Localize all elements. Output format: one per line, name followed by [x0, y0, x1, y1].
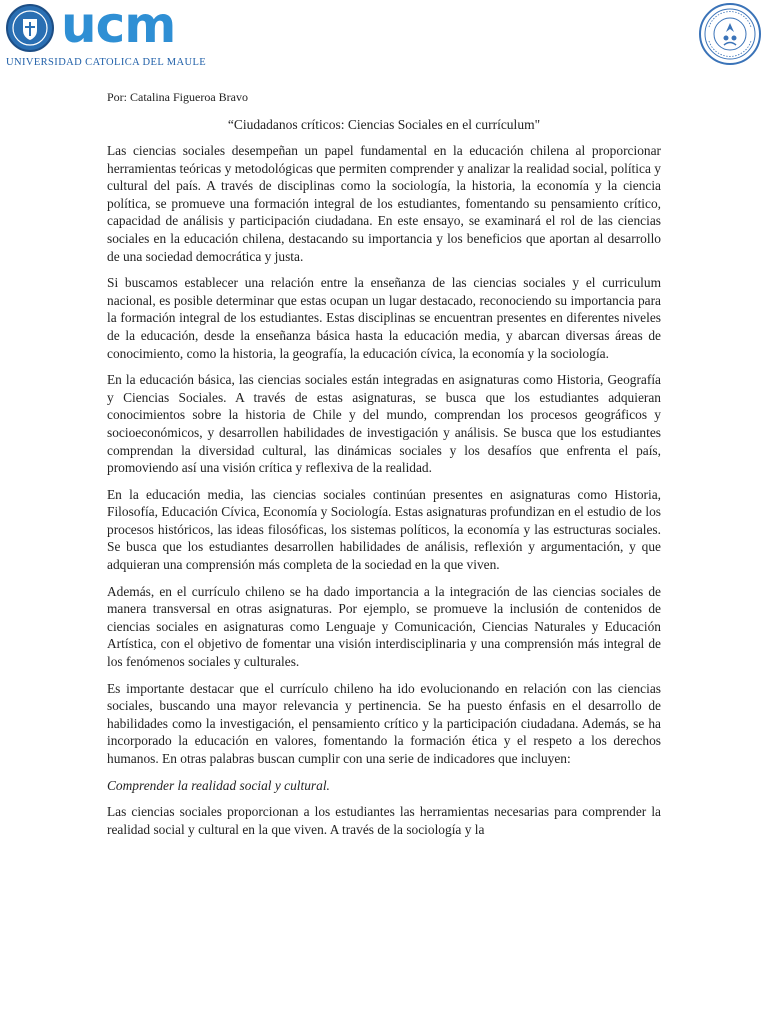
brand-wordmark: ucm [61, 0, 176, 54]
section-subheading: Comprender la realidad social y cultural. [107, 777, 330, 793]
university-seal-icon [699, 3, 761, 65]
document-body [107, 90, 661, 847]
paragraph: Las ciencias sociales proporcionan a los estudiantes las herramientas necesarias para comprender la realidad social y cultural en la que viven. A través de la sociología y la [107, 804, 661, 837]
university-name: UNIVERSIDAD CATOLICA DEL MAULE [6, 57, 207, 68]
crest-icon [6, 4, 54, 52]
essay-title: “Ciudadanos críticos: Ciencias Sociales en el currículum" [227, 117, 541, 132]
author-line: Por: Catalina Figueroa Bravo [107, 90, 248, 104]
ucm-logo [6, 0, 207, 68]
paragraph: Las ciencias sociales desempeñan un papel fundamental en la educación chilena al proporcionar herramientas teóricas y metodológicas que permiten comprender y analizar la realidad social, política y cultural del país. A través de disciplinas como la sociología, la historia, la economía y la ciencia política, se promueve una formación integral de los estudiantes, fomentando su pensamiento crítico, capacidad de análisis y participación ciudadana. En este ensayo, se examinará el rol de las ciencias sociales en la educación chilena, destacando su importancia y los beneficios que aportan al desarrollo de una sociedad democrática y justa. [107, 143, 661, 264]
paragraph: En la educación media, las ciencias sociales continúan presentes en asignaturas como Historia, Filosofía, Educación Cívica, Economía y Sociología. Estas asignaturas profundizan en el estudio de los procesos históricos, las ideas filosóficas, los sistemas políticos, la economía y las estructuras sociales. Se busca que los estudiantes desarrollen habilidades de análisis, reflexión y argumentación, y que adquieran una comprensión más completa de la sociedad en la que viven. [107, 486, 661, 573]
paragraph: En la educación básica, las ciencias sociales están integradas en asignaturas como Historia, Geografía y Ciencias Sociales. A través de estas asignaturas, se busca que los estudiantes adquieran conocimientos sobre la historia de Chile y del mundo, comprendan los procesos geográficos y socioeconómicos, y desarrollen habilidades de investigación y análisis. Se busca que los estudiantes comprendan la diversidad cultural, las dinámicas sociales y los desafíos que enfrenta el país, promoviendo así una visión crítica y reflexiva de la realidad. [107, 372, 661, 476]
paragraph: Si buscamos establecer una relación entre la enseñanza de las ciencias sociales y el curriculum nacional, es posible determinar que estas ocupan un lugar destacado, reconociendo su importancia para la formación integral de los estudiantes. Estas disciplinas se encuentran presentes en diferentes niveles de la educación, desde la enseñanza básica hasta la educación media, y abarcan diversas áreas de conocimiento, como la historia, la geografía, la educación cívica, la economía y la sociología. [107, 275, 661, 361]
paragraph: Es importante destacar que el currículo chileno ha ido evolucionando en relación con las ciencias sociales, buscando una mayor relevancia y pertinencia. Se ha puesto énfasis en el desarrollo de habilidades como la investigación, el pensamiento crítico y la participación ciudadana. Además, se ha incorporado la educación en valores, fomentando la formación ética y el respeto a los derechos humanos. En otras palabras buscan cumplir con una serie de indicadores que incluyen: [107, 680, 661, 766]
page-header [0, 0, 768, 80]
paragraph: Además, en el currículo chileno se ha dado importancia a la integración de las ciencias sociales de manera transversal en otras asignaturas. Por ejemplo, se promueve la inclusión de contenidos de ciencias sociales en asignaturas como Lenguaje y Comunicación, Ciencias Naturales y Educación Artística, con el objetivo de fomentar una visión interdisciplinaria y una comprensión más integral de los fenómenos sociales y culturales. [107, 583, 661, 670]
